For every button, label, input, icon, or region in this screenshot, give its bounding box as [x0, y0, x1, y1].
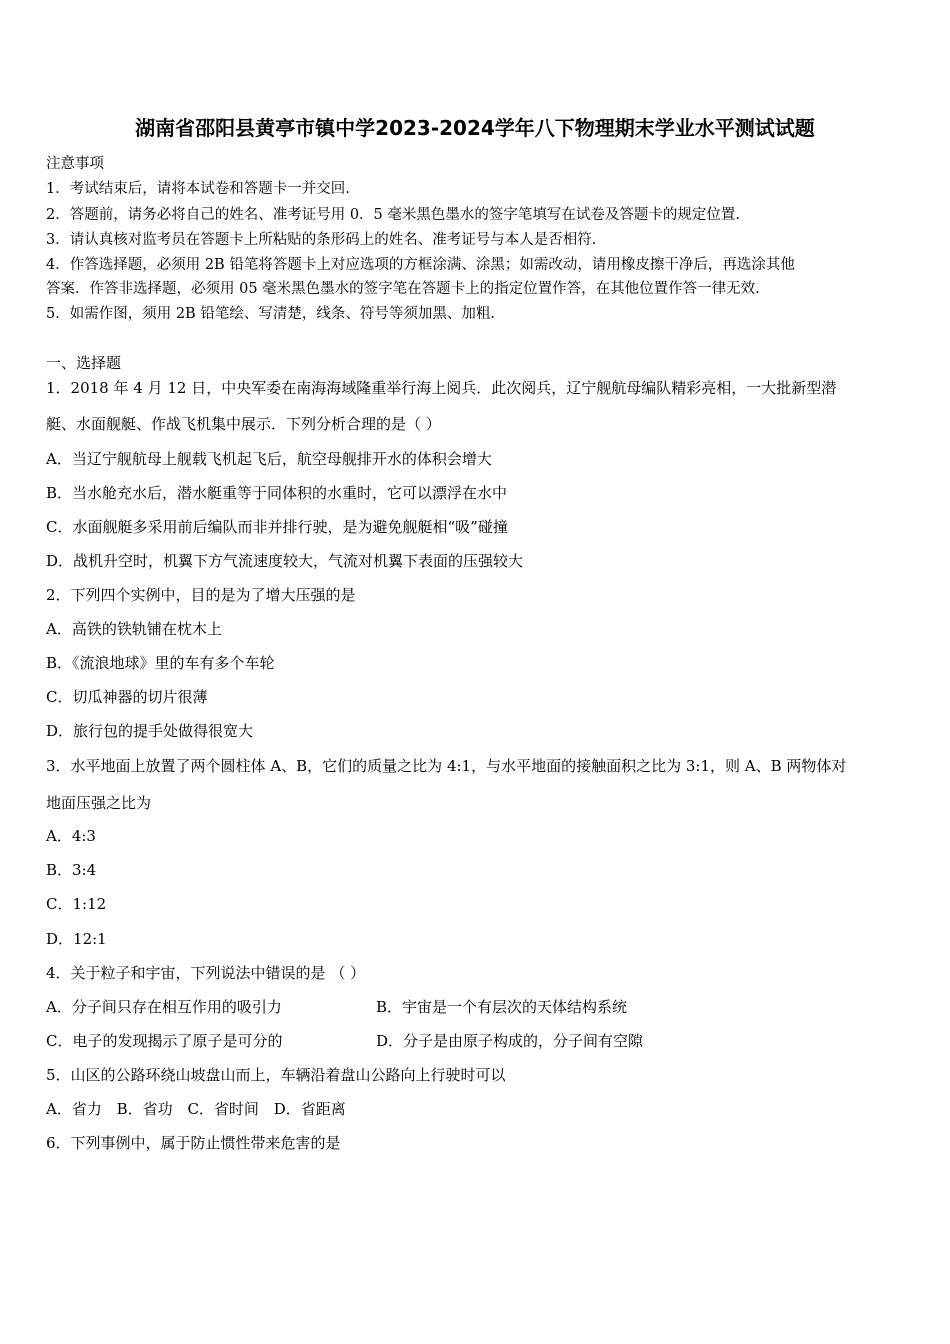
- question-2-stem: 2．下列四个实例中，目的是为了增大压强的是: [46, 586, 356, 604]
- question-4-stem: 4．关于粒子和宇宙，下列说法中错误的是 （ ）: [46, 964, 366, 982]
- question-3-option-c: C．1:12: [46, 895, 107, 913]
- question-3-option-a: A．4:3: [46, 827, 96, 845]
- question-2-option-d: D．旅行包的提手处做得很宽大: [46, 722, 254, 740]
- notice-item: 4．作答选择题，必须用 2B 铅笔将答题卡上对应选项的方框涂满、涂黑；如需改动，请用橡皮擦干净后，再选涂其他: [46, 257, 795, 273]
- question-5-option-d: D．省距离: [273, 1100, 346, 1118]
- question-1-stem-line2: 艇、水面舰艇、作战飞机集中展示．下列分析合理的是（ ）: [46, 415, 441, 433]
- notice-item: 答案．作答非选择题，必须用 05 毫米黑色墨水的签字笔在答题卡上的指定位置作答，在其他位置作答一律无效.: [46, 281, 760, 297]
- notice-item: 3．请认真核对监考员在答题卡上所粘贴的条形码上的姓名、准考证号与本人是否相符.: [46, 232, 597, 248]
- question-5-stem: 5．山区的公路环绕山坡盘山而上，车辆沿着盘山公路向上行驶时可以: [46, 1066, 506, 1084]
- notice-heading: 注意事项: [46, 156, 104, 172]
- notice-item: 1．考试结束后，请将本试卷和答题卡一并交回.: [46, 181, 350, 197]
- question-3-option-b: B．3:4: [46, 861, 97, 879]
- question-3-stem-line1: 3．水平地面上放置了两个圆柱体 A、B，它们的质量之比为 4:1，与水平地面的接触面积之比为 3:1，则 A、B 两物体对: [46, 757, 847, 775]
- question-3-option-d: D．12:1: [46, 930, 107, 948]
- question-5-option-a: A．省力: [46, 1100, 102, 1118]
- question-1-stem-line1: 1．2018 年 4 月 12 日，中央军委在南海海域隆重举行海上阅兵．此次阅兵，辽宁舰航母编队精彩亮相，一大批新型潜: [46, 379, 837, 397]
- question-4-options-row-2: [46, 1030, 644, 1051]
- notice-item: 5．如需作图，须用 2B 铅笔绘、写清楚，线条、符号等须加黑、加粗.: [46, 306, 495, 322]
- section-heading: 一、选择题: [46, 354, 122, 372]
- question-1-option-d: D．战机升空时，机翼下方气流速度较大，气流对机翼下表面的压强较大: [46, 552, 524, 570]
- question-2-option-c: C．切瓜神器的切片很薄: [46, 688, 208, 706]
- question-2-option-b: B．《流浪地球》里的车有多个车轮: [46, 654, 275, 672]
- question-2-option-a: A．高铁的铁轨铺在枕木上: [46, 620, 222, 638]
- question-4-option-d: D．分子是由原子构成的，分子间有空隙: [376, 1032, 644, 1050]
- question-1-option-c: C．水面舰艇多采用前后编队而非并排行驶，是为避免舰艇相“吸”碰撞: [46, 518, 508, 536]
- question-3-stem-line2: 地面压强之比为: [46, 794, 152, 812]
- question-5-option-b: B．省功: [116, 1100, 173, 1118]
- question-4-option-a: A．分子间只存在相互作用的吸引力: [46, 998, 282, 1016]
- question-4-option-c: C．电子的发现揭示了原子是可分的: [46, 1032, 283, 1050]
- page-title: 湖南省邵阳县黄亭市镇中学2023-2024学年八下物理期末学业水平测试试题: [135, 116, 815, 140]
- notice-item: 2．答题前，请务必将自己的姓名、准考证号用 0．5 毫米黑色墨水的签字笔填写在试卷及答题卡的规定位置.: [46, 207, 740, 223]
- question-6-stem: 6．下列事例中，属于防止惯性带来危害的是: [46, 1134, 341, 1152]
- question-1-option-b: B．当水舱充水后，潜水艇重等于同体积的水重时，它可以漂浮在水中: [46, 484, 508, 502]
- question-5-options: [46, 1098, 356, 1119]
- question-4-option-b: B．宇宙是一个有层次的天体结构系统: [376, 998, 628, 1016]
- question-4-options-row-1: [46, 996, 628, 1017]
- question-1-option-a: A．当辽宁舰航母上舰载飞机起飞后，航空母舰排开水的体积会增大: [46, 450, 492, 468]
- question-5-option-c: C．省时间: [187, 1100, 259, 1118]
